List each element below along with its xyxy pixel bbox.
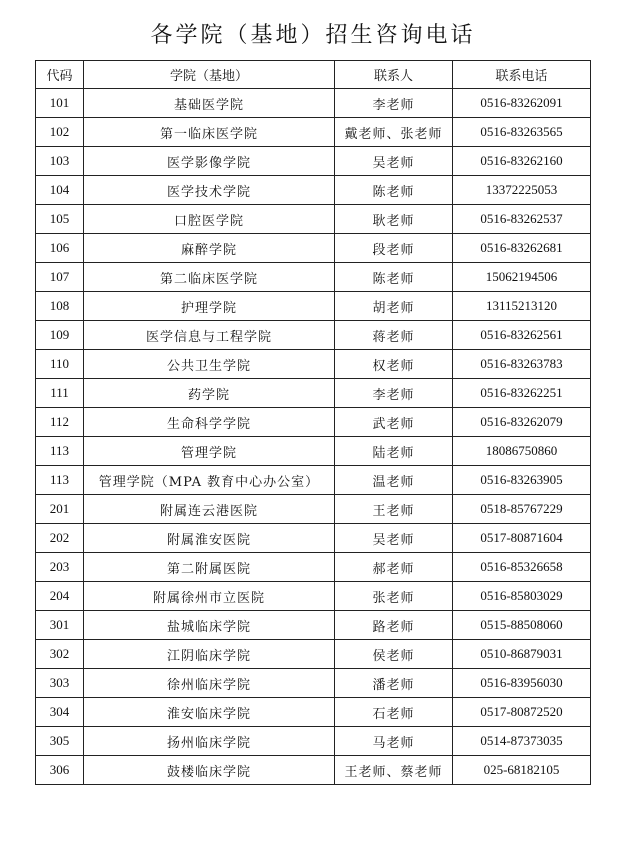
phone-cell: 0516-83263905 xyxy=(453,466,591,495)
table-row xyxy=(36,89,591,118)
code-cell: 107 xyxy=(36,263,84,292)
table-row xyxy=(36,495,591,524)
phone-cell: 13115213120 xyxy=(453,292,591,321)
phone-cell: 0516-83956030 xyxy=(453,669,591,698)
contact-cell: 陈老师 xyxy=(335,263,453,292)
contact-cell: 戴老师、张老师 xyxy=(335,118,453,147)
department-cell: 医学信息与工程学院 xyxy=(84,321,335,350)
table-row xyxy=(36,466,591,495)
department-cell: 医学影像学院 xyxy=(84,147,335,176)
code-cell: 113 xyxy=(36,466,84,495)
table-body xyxy=(36,89,591,785)
code-cell: 204 xyxy=(36,582,84,611)
contact-cell: 李老师 xyxy=(335,379,453,408)
code-cell: 111 xyxy=(36,379,84,408)
code-cell: 110 xyxy=(36,350,84,379)
code-cell: 109 xyxy=(36,321,84,350)
contact-cell: 武老师 xyxy=(335,408,453,437)
table-row xyxy=(36,553,591,582)
department-cell: 管理学院（MPA 教育中心办公室） xyxy=(84,466,335,495)
code-cell: 104 xyxy=(36,176,84,205)
department-cell: 公共卫生学院 xyxy=(84,350,335,379)
department-cell: 附属连云港医院 xyxy=(84,495,335,524)
page-title: 各学院（基地）招生咨询电话 xyxy=(150,23,476,48)
table-row xyxy=(36,698,591,727)
contact-cell: 蒋老师 xyxy=(335,321,453,350)
phone-cell: 0510-86879031 xyxy=(453,640,591,669)
code-cell: 113 xyxy=(36,437,84,466)
code-cell: 304 xyxy=(36,698,84,727)
phone-cell: 0516-83263783 xyxy=(453,350,591,379)
phone-cell: 025-68182105 xyxy=(453,756,591,785)
contact-cell: 潘老师 xyxy=(335,669,453,698)
table-row xyxy=(36,350,591,379)
phone-cell: 0518-85767229 xyxy=(453,495,591,524)
table-row xyxy=(36,756,591,785)
contact-cell: 李老师 xyxy=(335,89,453,118)
contact-cell: 耿老师 xyxy=(335,205,453,234)
table-row xyxy=(36,147,591,176)
department-cell: 附属淮安医院 xyxy=(84,524,335,553)
contact-cell: 段老师 xyxy=(335,234,453,263)
phone-cell: 0516-83262537 xyxy=(453,205,591,234)
department-cell: 第一临床医学院 xyxy=(84,118,335,147)
code-cell: 203 xyxy=(36,553,84,582)
contact-cell: 陈老师 xyxy=(335,176,453,205)
code-cell: 201 xyxy=(36,495,84,524)
contact-cell: 王老师、蔡老师 xyxy=(335,756,453,785)
phone-cell: 0516-83262160 xyxy=(453,147,591,176)
contact-cell: 石老师 xyxy=(335,698,453,727)
table-row xyxy=(36,234,591,263)
department-cell: 口腔医学院 xyxy=(84,205,335,234)
phone-cell: 0516-83262091 xyxy=(453,89,591,118)
phone-cell: 0516-85803029 xyxy=(453,582,591,611)
table-row xyxy=(36,727,591,756)
department-cell: 生命科学学院 xyxy=(84,408,335,437)
department-cell: 江阴临床学院 xyxy=(84,640,335,669)
contact-cell: 温老师 xyxy=(335,466,453,495)
code-cell: 101 xyxy=(36,89,84,118)
department-cell: 麻醉学院 xyxy=(84,234,335,263)
contact-cell: 吴老师 xyxy=(335,147,453,176)
admissions-contact-table xyxy=(35,60,591,785)
code-cell: 106 xyxy=(36,234,84,263)
table-row xyxy=(36,263,591,292)
column-header-contact: 联系人 xyxy=(335,61,453,89)
table-row xyxy=(36,524,591,553)
phone-cell: 13372225053 xyxy=(453,176,591,205)
phone-cell: 15062194506 xyxy=(453,263,591,292)
contact-cell: 陆老师 xyxy=(335,437,453,466)
phone-cell: 0516-83262681 xyxy=(453,234,591,263)
department-cell: 管理学院 xyxy=(84,437,335,466)
department-cell: 护理学院 xyxy=(84,292,335,321)
department-cell: 扬州临床学院 xyxy=(84,727,335,756)
code-cell: 302 xyxy=(36,640,84,669)
table-row xyxy=(36,176,591,205)
code-cell: 305 xyxy=(36,727,84,756)
contact-cell: 吴老师 xyxy=(335,524,453,553)
table-row xyxy=(36,321,591,350)
code-cell: 103 xyxy=(36,147,84,176)
table-row xyxy=(36,669,591,698)
contact-cell: 权老师 xyxy=(335,350,453,379)
department-cell: 鼓楼临床学院 xyxy=(84,756,335,785)
department-cell: 医学技术学院 xyxy=(84,176,335,205)
phone-cell: 0517-80872520 xyxy=(453,698,591,727)
phone-cell: 0517-80871604 xyxy=(453,524,591,553)
table-row xyxy=(36,640,591,669)
department-cell: 第二附属医院 xyxy=(84,553,335,582)
contact-cell: 侯老师 xyxy=(335,640,453,669)
column-header-department: 学院（基地） xyxy=(84,61,335,89)
contact-cell: 王老师 xyxy=(335,495,453,524)
department-cell: 药学院 xyxy=(84,379,335,408)
table-row xyxy=(36,292,591,321)
phone-cell: 0515-88508060 xyxy=(453,611,591,640)
department-cell: 盐城临床学院 xyxy=(84,611,335,640)
column-header-phone: 联系电话 xyxy=(453,61,591,89)
code-cell: 102 xyxy=(36,118,84,147)
contact-cell: 张老师 xyxy=(335,582,453,611)
phone-cell: 0516-85326658 xyxy=(453,553,591,582)
department-cell: 基础医学院 xyxy=(84,89,335,118)
code-cell: 105 xyxy=(36,205,84,234)
code-cell: 112 xyxy=(36,408,84,437)
code-cell: 301 xyxy=(36,611,84,640)
table-row xyxy=(36,408,591,437)
phone-cell: 0516-83263565 xyxy=(453,118,591,147)
contact-cell: 路老师 xyxy=(335,611,453,640)
code-cell: 303 xyxy=(36,669,84,698)
phone-cell: 0516-83262561 xyxy=(453,321,591,350)
table-row xyxy=(36,118,591,147)
phone-cell: 18086750860 xyxy=(453,437,591,466)
contact-cell: 郝老师 xyxy=(335,553,453,582)
department-cell: 淮安临床学院 xyxy=(84,698,335,727)
table-row xyxy=(36,437,591,466)
table-row xyxy=(36,582,591,611)
department-cell: 第二临床医学院 xyxy=(84,263,335,292)
code-cell: 202 xyxy=(36,524,84,553)
table-row xyxy=(36,611,591,640)
department-cell: 附属徐州市立医院 xyxy=(84,582,335,611)
column-header-code: 代码 xyxy=(36,61,84,89)
contact-cell: 胡老师 xyxy=(335,292,453,321)
table-row xyxy=(36,205,591,234)
phone-cell: 0514-87373035 xyxy=(453,727,591,756)
table-header-row xyxy=(36,61,591,89)
code-cell: 306 xyxy=(36,756,84,785)
department-cell: 徐州临床学院 xyxy=(84,669,335,698)
table-row xyxy=(36,379,591,408)
contact-cell: 马老师 xyxy=(335,727,453,756)
code-cell: 108 xyxy=(36,292,84,321)
phone-cell: 0516-83262079 xyxy=(453,408,591,437)
phone-cell: 0516-83262251 xyxy=(453,379,591,408)
